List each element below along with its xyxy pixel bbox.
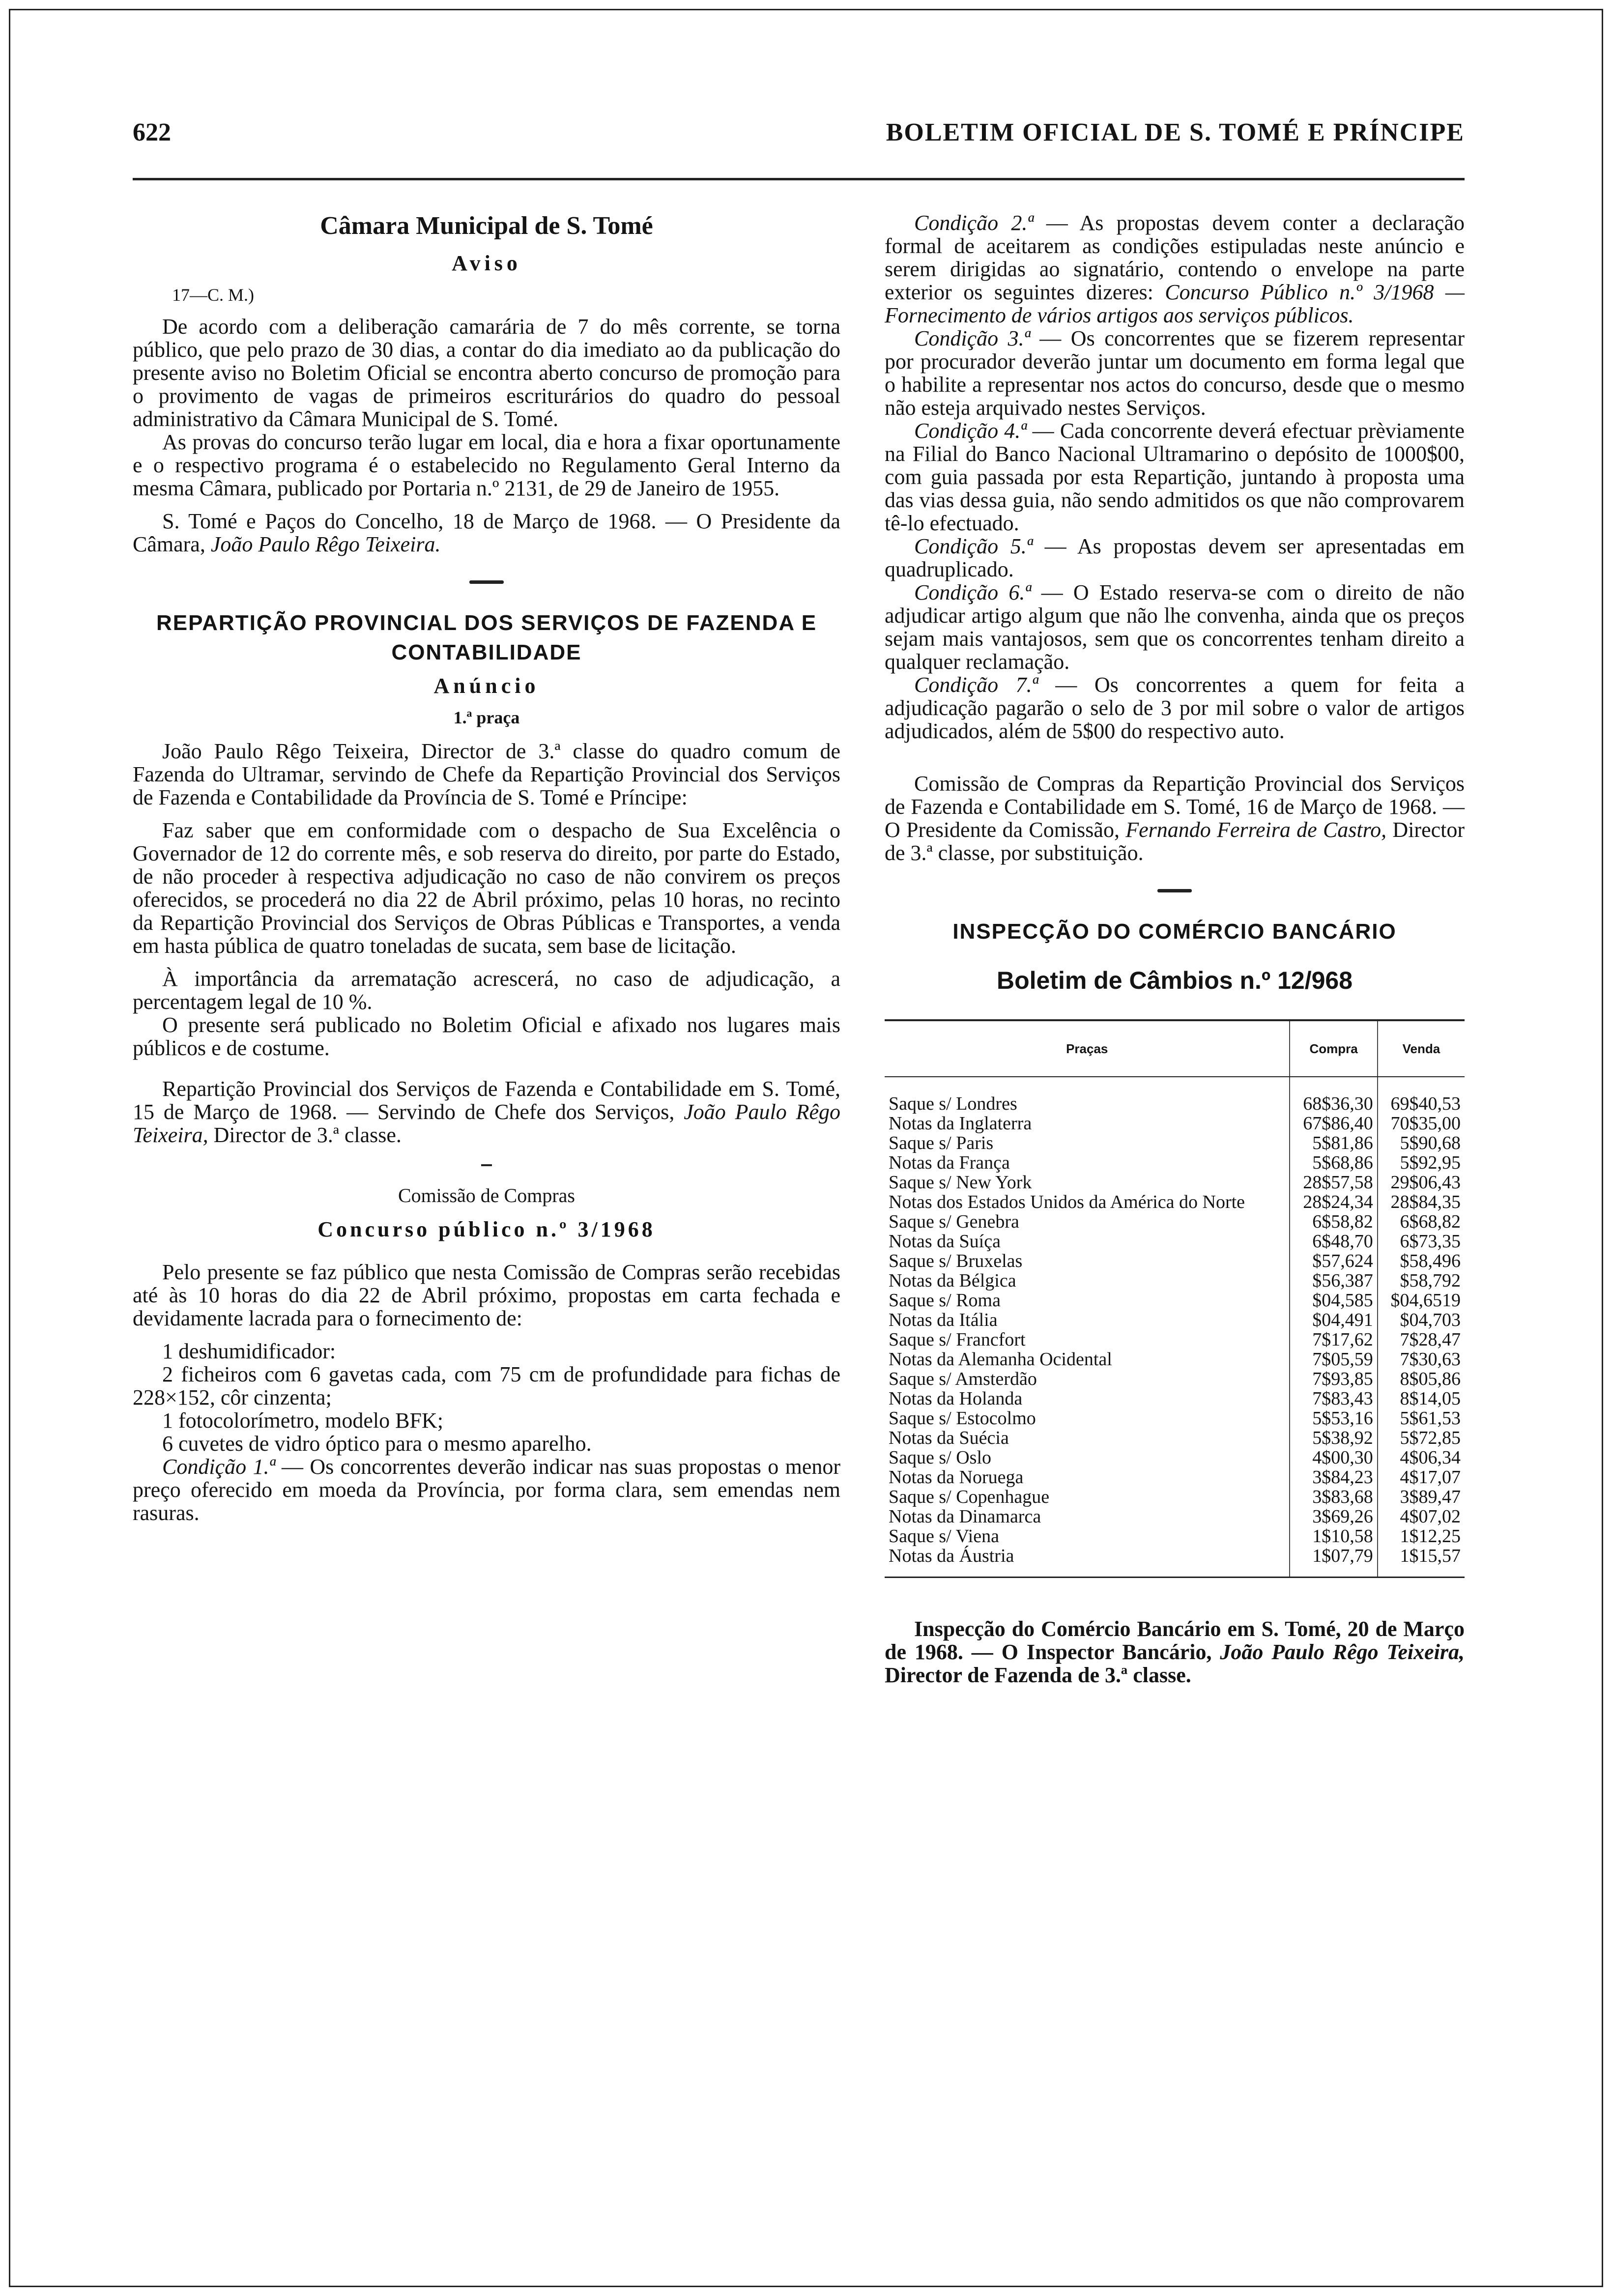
rate-place: Saque s/ Bruxelas (889, 1251, 1023, 1271)
rate-buy: 5$81,86 (1290, 1133, 1377, 1153)
rate-sell: 70$35,00 (1378, 1114, 1465, 1133)
camara-sign-name: João Paulo Rêgo Teixeira. (210, 532, 441, 556)
table-row (885, 1389, 1465, 1408)
rate-place: Saque s/ Viena (889, 1526, 999, 1547)
rate-place: Notas dos Estados Unidos da América do Norte (889, 1192, 1245, 1212)
condition-7 (885, 673, 1465, 743)
table-row (885, 1330, 1465, 1349)
comissao-item: 2 ficheiros com 6 gavetas cada, com 75 cm de profundidade para fichas de 228×152, côr cinzenta; (133, 1362, 840, 1409)
camara-signature (133, 510, 840, 556)
rate-sell: 4$07,02 (1378, 1507, 1465, 1526)
condition-1 (133, 1455, 840, 1524)
rate-buy: $57,624 (1290, 1251, 1377, 1271)
rate-buy: 67$86,40 (1290, 1114, 1377, 1133)
table-header-row (885, 1020, 1465, 1077)
camara-para-2: As provas do concurso terão lugar em local, dia e hora a fixar oportunamente e o respectivo programa é o estabelecido no Regulamento Geral Interno da mesma Câmara, publicado por Portaria n.º 2131, de 29 de Janeiro de 1955. (133, 430, 840, 500)
inspeccao-sign-text: Inspecção do Comércio Bancário em S. Tomé, 20 de Março de 1968. — O Inspector Bancário, (885, 1617, 1465, 1664)
table-row (885, 1077, 1465, 1114)
table-row (885, 1408, 1465, 1428)
rate-place: Saque s/ Estocolmo (889, 1408, 1036, 1429)
exchange-rates-table (885, 1019, 1465, 1578)
comissao-items (133, 1340, 840, 1455)
comissao-intro: Pelo presente se faz público que nesta Comissão de Compras serão recebidas até às 10 horas do dia 22 de Abril próximo, propostas em carta fechada e devidamente lacrada para o fornecimento de: (133, 1260, 840, 1330)
comissao-notice (133, 1184, 840, 1524)
condition-label: Condição 2.ª (914, 211, 1034, 235)
left-column (133, 211, 840, 1524)
rate-sell: 69$40,53 (1378, 1077, 1465, 1114)
right-column (885, 211, 1465, 1687)
reparticao-para-1: Faz saber que em conformidade com o despacho de Sua Excelência o Governador de 12 do corrente mês, e sob reserva do direito, por parte do Estado, de não proceder à respectiva adjudicação no caso de não convirem os preços oferecidos, se procederá no dia 22 de Abril próximo, pelas 10 horas, no recinto da Repartição Provincial dos Serviços de Obras Públicas e Transportes, a venda em hasta pública de quatro toneladas de sucata, sem base de licitação. (133, 818, 840, 958)
condition-text: — Os concorrentes deverão indicar nas suas propostas o menor preço oferecido em moeda da Província, por forma clara, sem emendas nem rasuras. (133, 1455, 840, 1525)
rate-place: Saque s/ Oslo (889, 1447, 991, 1468)
camara-notice (133, 211, 840, 556)
section-divider-small (481, 1164, 492, 1166)
condition-5 (885, 535, 1465, 581)
rate-sell: $04,703 (1378, 1310, 1465, 1330)
rate-buy: $56,387 (1290, 1271, 1377, 1291)
condition-text: — O Estado reserva-se com o direito de não adjudicar artigo algum que não lhe convenha, ainda que os preços sejam mais vantajosos, sem que os concorrentes tenham direito a qualquer reclamação. (885, 580, 1465, 674)
table-row (885, 1232, 1465, 1251)
comissao-sign-name: Fernando Ferreira de Castro, (1125, 818, 1387, 842)
rate-sell: 4$06,34 (1378, 1448, 1465, 1467)
rate-sell: $58,496 (1378, 1251, 1465, 1271)
rate-place: Notas da Suíça (889, 1231, 1001, 1252)
rate-place: Saque s/ Francfort (889, 1329, 1026, 1350)
rate-sell: 5$72,85 (1378, 1428, 1465, 1448)
table-row (885, 1428, 1465, 1448)
condition-extra: Concurso Público n.º 3/1968 — Fornecimento de vários artigos aos serviços públicos. (885, 280, 1465, 327)
table-row (885, 1212, 1465, 1232)
condition-label: Condição 1.ª (162, 1455, 275, 1479)
rate-buy: 28$24,34 (1290, 1192, 1377, 1212)
rate-buy: 7$05,59 (1290, 1349, 1377, 1369)
rate-place: Saque s/ Genebra (889, 1211, 1019, 1232)
table-row (885, 1467, 1465, 1487)
rate-buy: 1$07,79 (1290, 1546, 1377, 1578)
condition-text: — As propostas devem conter a declaração formal de aceitarem as condições estipuladas neste anúncio e serem dirigidas ao signatário, contendo o envelope na parte exterior os seguintes dizeres: (885, 211, 1465, 304)
header-place: Praças (885, 1020, 1290, 1077)
table-row (885, 1507, 1465, 1526)
condition-label: Condição 4.ª (914, 419, 1027, 443)
rate-sell: 8$05,86 (1378, 1369, 1465, 1389)
condition-text: — Os concorrentes que se fizerem representar por procurador deverão juntar um documento em forma legal que o habilite a representar nos actos do concurso, desde que o mesmo não esteja arquivado nestes Serviços. (885, 326, 1465, 420)
rate-sell: $04,6519 (1378, 1291, 1465, 1310)
comissao-concurso: Concurso público n.º 3/1968 (317, 1217, 656, 1241)
header-rule (133, 178, 1465, 180)
rate-place: Saque s/ Londres (889, 1093, 1017, 1114)
table-row (885, 1487, 1465, 1507)
rate-sell: 29$06,43 (1378, 1173, 1465, 1192)
condition-6 (885, 581, 1465, 673)
comissao-title: Comissão de Compras (398, 1184, 575, 1206)
camara-ref: 17—C. M.) (172, 285, 255, 305)
rate-buy: 7$83,43 (1290, 1389, 1377, 1408)
rate-buy: 5$38,92 (1290, 1428, 1377, 1448)
rate-buy: 7$17,62 (1290, 1330, 1377, 1349)
reparticao-praca: 1.ª praça (453, 708, 520, 727)
inspeccao-title: INSPECÇÃO DO COMÉRCIO BANCÁRIO (952, 919, 1397, 944)
rate-buy: 3$69,26 (1290, 1507, 1377, 1526)
camara-sign-text: S. Tomé e Paços do Concelho, 18 de Março de 1968. — O Presidente da Câmara, (133, 509, 840, 556)
reparticao-sign-name: João Paulo Rêgo Teixeira, (133, 1100, 841, 1147)
comissao-item: 6 cuvetes de vidro óptico para o mesmo aparelho. (162, 1432, 592, 1456)
rate-buy: 3$83,68 (1290, 1487, 1377, 1507)
rate-sell: 5$90,68 (1378, 1133, 1465, 1153)
header-sell: Venda (1378, 1020, 1465, 1077)
rate-place: Saque s/ Copenhague (889, 1487, 1050, 1507)
rate-buy: 1$10,58 (1290, 1526, 1377, 1546)
condition-text: — Os concorrentes a quem for feita a adjudicação pagarão o selo de 3 por mil sobre o valor de artigos adjudicados, além de 5$00 do respectivo auto. (885, 673, 1465, 743)
rate-buy: 28$57,58 (1290, 1173, 1377, 1192)
reparticao-sign-text: Repartição Provincial dos Serviços de Fazenda e Contabilidade em S. Tomé, 15 de Março de 1968. — Servindo de Chefe dos Serviços, (133, 1077, 840, 1124)
rate-place: Saque s/ New York (889, 1172, 1032, 1193)
table-row (885, 1133, 1465, 1153)
condition-4 (885, 419, 1465, 535)
condition-label: Condição 3.ª (914, 326, 1030, 350)
table-row (885, 1369, 1465, 1389)
table-row (885, 1291, 1465, 1310)
reparticao-sign-role: Director de 3.ª classe. (213, 1123, 402, 1147)
comissao-sign-text: Comissão de Compras da Repartição Provincial dos Serviços de Fazenda e Contabilidade em S. Tomé, 16 de Março de 1968. — O Presidente da Comissão, (885, 772, 1465, 842)
rate-sell: 6$73,35 (1378, 1232, 1465, 1251)
section-divider (1157, 889, 1192, 892)
rate-sell: 5$92,95 (1378, 1153, 1465, 1173)
inspeccao-sign-role: Director de Fazenda de 3.ª classe. (885, 1663, 1191, 1687)
rate-sell: 8$14,05 (1378, 1389, 1465, 1408)
table-row (885, 1192, 1465, 1212)
rate-sell: 1$15,57 (1378, 1546, 1465, 1578)
rate-place: Notas da Noruega (889, 1467, 1024, 1488)
rate-buy: 3$84,23 (1290, 1467, 1377, 1487)
reparticao-notice-label: Anúncio (433, 674, 540, 698)
inspeccao-signature (885, 1617, 1465, 1687)
camara-para-1: De acordo com a deliberação camarária de 7 do mês corrente, se torna público, que pelo prazo de 30 dias, a contar do dia imediato ao da publicação do presente aviso no Boletim Oficial se encontra aberto concurso de promoção para o provimento de vagas de primeiros escriturários do quadro do pessoal administrativo da Câmara Municipal de S. Tomé. (133, 315, 840, 431)
rate-sell: $58,792 (1378, 1271, 1465, 1291)
header-buy: Compra (1290, 1020, 1377, 1077)
inspeccao-notice (885, 917, 1465, 1687)
rate-place: Notas da Inglaterra (889, 1113, 1032, 1134)
table-row (885, 1546, 1465, 1578)
table-row (885, 1526, 1465, 1546)
table-row (885, 1349, 1465, 1369)
reparticao-para-2: À importância da arrematação acrescerá, no caso de adjudicação, a percentagem legal de 10 %. (133, 967, 840, 1014)
condition-label: Condição 6.ª (914, 580, 1031, 604)
page-number: 622 (133, 118, 171, 146)
reparticao-title: REPARTIÇÃO PROVINCIAL DOS SERVIÇOS DE FAZENDA E CONTABILIDADE (156, 611, 817, 664)
rate-sell: 7$30,63 (1378, 1349, 1465, 1369)
condition-3 (885, 327, 1465, 419)
table-row (885, 1271, 1465, 1291)
condition-label: Condição 7.ª (914, 673, 1038, 697)
condition-text: — Cada concorrente deverá efectuar prèviamente na Filial do Banco Nacional Ultramarino o depósito de 1000$00, com guia passada por esta Repartição, juntando à proposta uma das vias dessa guia, não sendo admitidos os que não comprovarem tê-lo efectuado. (885, 419, 1465, 535)
journal-title: BOLETIM OFICIAL DE S. TOMÉ E PRÍNCIPE (886, 118, 1465, 146)
condition-2 (885, 211, 1465, 327)
rate-place: Notas da Holanda (889, 1388, 1023, 1409)
reparticao-intro: João Paulo Rêgo Teixeira, Director de 3.ª classe do quadro comum de Fazenda do Ultramar, servindo de Chefe da Repartição Provincial dos Serviços de Fazenda e Contabilidade da Província de S. Tomé e Príncipe: (133, 739, 840, 809)
camara-notice-label: Aviso (452, 251, 521, 275)
table-row (885, 1114, 1465, 1133)
condition-label: Condição 5.ª (914, 534, 1033, 558)
reparticao-notice (133, 608, 840, 1147)
rate-buy: 7$93,85 (1290, 1369, 1377, 1389)
rate-sell: 4$17,07 (1378, 1467, 1465, 1487)
inspeccao-sign-name: João Paulo Rêgo Teixeira, (1220, 1640, 1465, 1664)
table-row (885, 1448, 1465, 1467)
rate-place: Notas da Áustria (885, 1546, 1290, 1578)
rate-buy: $04,491 (1290, 1310, 1377, 1330)
table-row (885, 1310, 1465, 1330)
rate-buy: 6$48,70 (1290, 1232, 1377, 1251)
rate-place: Notas da Alemanha Ocidental (889, 1349, 1112, 1370)
inspeccao-subtitle: Boletim de Câmbios n.º 12/968 (996, 967, 1353, 994)
table-row (885, 1173, 1465, 1192)
rate-sell: 28$84,35 (1378, 1192, 1465, 1212)
rate-buy: 5$53,16 (1290, 1408, 1377, 1428)
table-row (885, 1153, 1465, 1173)
table-body (885, 1077, 1465, 1578)
rate-sell: 6$68,82 (1378, 1212, 1465, 1232)
rate-sell: 3$89,47 (1378, 1487, 1465, 1507)
reparticao-signature (133, 1077, 840, 1147)
rate-place: Notas da Itália (889, 1310, 998, 1330)
comissao-item: 1 fotocolorímetro, modelo BFK; (162, 1408, 443, 1433)
rate-sell: 5$61,53 (1378, 1408, 1465, 1428)
rate-place: Saque s/ Paris (889, 1133, 994, 1153)
comissao-sign-role: Director de 3.ª classe, por substituição. (885, 818, 1465, 865)
rate-buy: 6$58,82 (1290, 1212, 1377, 1232)
comissao-item: 1 deshumidificador: (162, 1339, 336, 1363)
rate-place: Notas da Suécia (889, 1428, 1009, 1448)
rate-buy: 5$68,86 (1290, 1153, 1377, 1173)
camara-title: Câmara Municipal de S. Tomé (320, 212, 653, 240)
condition-text: — As propostas devem ser apresentadas em quadruplicado. (885, 534, 1465, 581)
rate-place: Saque s/ Amsterdão (889, 1369, 1037, 1389)
rate-buy: $04,585 (1290, 1291, 1377, 1310)
comissao-signature (885, 772, 1465, 864)
rate-sell: 7$28,47 (1378, 1330, 1465, 1349)
rate-place: Notas da Dinamarca (889, 1506, 1041, 1527)
rate-buy: 68$36,30 (1290, 1077, 1377, 1114)
section-divider (469, 580, 504, 584)
page-header (133, 118, 1465, 152)
table-row (885, 1251, 1465, 1271)
reparticao-para-3: O presente será publicado no Boletim Oficial e afixado nos lugares mais públicos e de costume. (133, 1013, 840, 1060)
rate-buy: 4$00,30 (1290, 1448, 1377, 1467)
rate-place: Notas da França (889, 1152, 1010, 1173)
rate-place: Saque s/ Roma (889, 1290, 1001, 1311)
rate-sell: 1$12,25 (1378, 1526, 1465, 1546)
rate-place: Notas da Bélgica (889, 1270, 1016, 1291)
